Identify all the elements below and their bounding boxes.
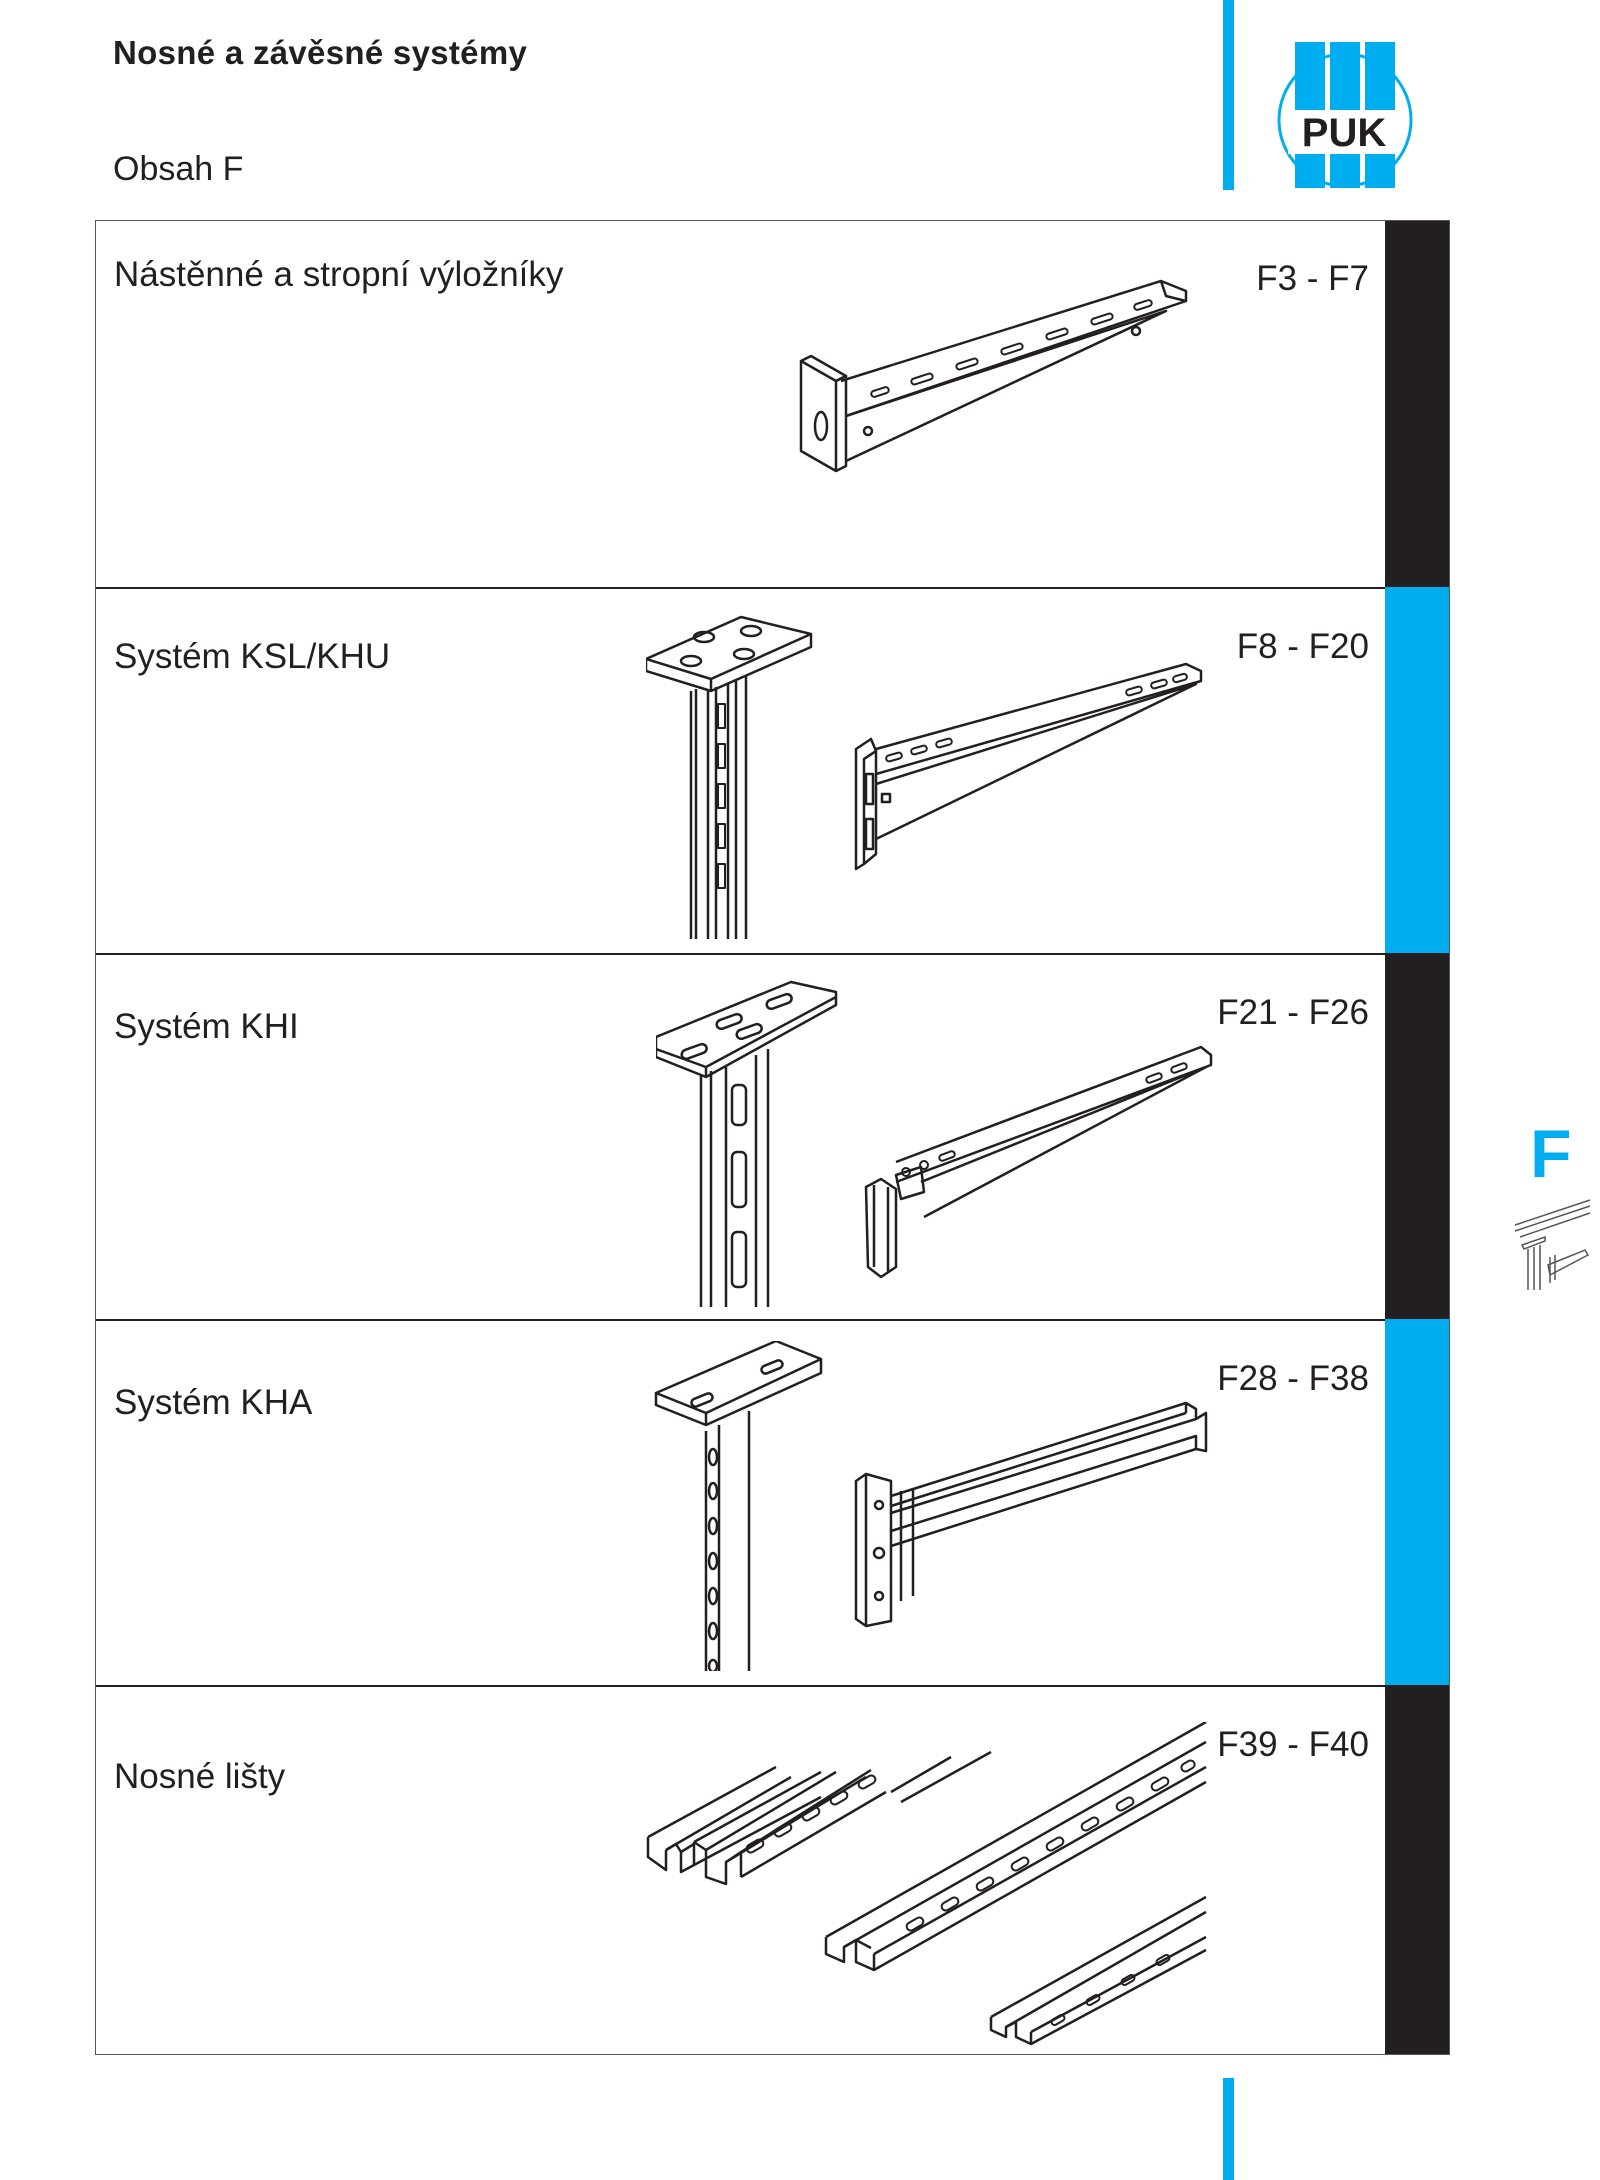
- kha-system-icon: [651, 1341, 1211, 1671]
- section-label: Nástěnné a stropní výložníky: [114, 255, 564, 294]
- section-label: Systém KSL/KHU: [114, 637, 391, 676]
- section-label: Nosné lišty: [114, 1757, 286, 1796]
- section-tab: [1385, 1319, 1449, 1687]
- section-tab: [1385, 953, 1449, 1321]
- accent-bar-bottom: [1223, 2078, 1234, 2180]
- toc-row-support-rails[interactable]: [96, 1685, 1449, 2054]
- section-tab: [1385, 221, 1449, 587]
- ksl-khu-system-icon: [646, 599, 1206, 939]
- chapter-thumbnail-icon: [1510, 1195, 1595, 1295]
- section-tab: [1385, 587, 1449, 955]
- support-rails-icon: [646, 1722, 1216, 2047]
- accent-bar-top: [1223, 0, 1234, 190]
- page-subtitle: Obsah F: [113, 150, 244, 188]
- section-pages: F39 - F40: [1217, 1725, 1369, 1764]
- section-tab: [1385, 1685, 1449, 2054]
- section-pages: F28 - F38: [1217, 1359, 1369, 1398]
- section-pages: F3 - F7: [1256, 259, 1369, 298]
- contents-table: [95, 220, 1450, 2055]
- section-label: Systém KHA: [114, 1383, 313, 1422]
- toc-row-khi[interactable]: [96, 953, 1449, 1319]
- section-pages: F21 - F26: [1217, 993, 1369, 1032]
- puk-logo: [1268, 38, 1423, 193]
- section-pages: F8 - F20: [1236, 627, 1369, 666]
- section-label: Systém KHI: [114, 1007, 299, 1046]
- toc-row-ksl-khu[interactable]: [96, 587, 1449, 953]
- khi-system-icon: [656, 967, 1216, 1307]
- toc-row-wall-brackets[interactable]: [96, 221, 1449, 587]
- chapter-letter: F: [1530, 1116, 1572, 1192]
- svg-text:PUK: PUK: [1301, 111, 1387, 155]
- toc-row-kha[interactable]: [96, 1319, 1449, 1685]
- wall-bracket-icon: [786, 271, 1196, 541]
- page-title: Nosné a závěsné systémy: [113, 34, 528, 71]
